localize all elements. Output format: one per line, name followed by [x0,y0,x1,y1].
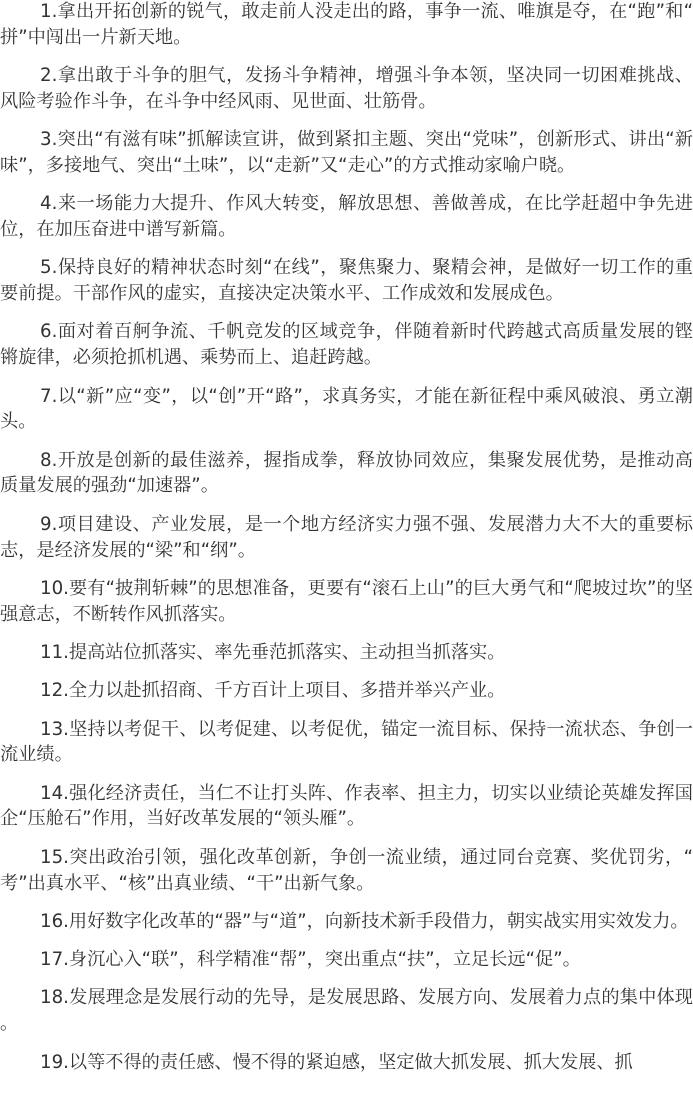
paragraph-2: 2.拿出敢于斗争的胆气，发扬斗争精神，增强斗争本领，坚决同一切困难挑战、风险考验作斗争，在斗争中经风雨、见世面、壮筋骨。 [0,65,693,112]
paragraph-3: 3.突出“有滋有味”抓解读宣讲，做到紧扣主题、突出“党味”，创新形式、讲出“新味”，多接地气、突出“土味”，以“走新”又“走心”的方式推动家喻户晓。 [0,129,693,176]
paragraph-19: 19.以等不得的责任感、慢不得的紧迫感，坚定做大抓发展、抓大发展、抓 [40,1051,633,1073]
paragraph-13: 13.坚持以考促干、以考促建、以考促优，锚定一流目标、保持一流状态、争创一流业绩。 [0,718,693,766]
paragraph-8: 8.开放是创新的最佳滋养，握指成拳，释放协同效应，集聚发展优势，是推动高质量发展的强劲“加速器”。 [0,449,693,497]
paragraph-16: 16.用好数字化改革的“器”与“道”，向新技术新手段借力，朝实战实用实效发力。 [40,910,689,932]
paragraph-5: 5.保持良好的精神状态时刻“在线”，聚焦聚力、聚精会神，是做好一切工作的重要前提。干部作风的虚实，直接决定决策水平、工作成效和发展成色。 [0,257,693,305]
paragraph-18: 18.发展理念是发展行动的先导，是发展思路、发展方向、发展着力点的集中体现。 [0,987,693,1035]
paragraph-9: 9.项目建设、产业发展，是一个地方经济实力强不强、发展潜力大不大的重要标志，是经济发展的“梁”和“纲”。 [0,513,693,561]
paragraph-7: 7.以“新”应“变”，以“创”开“路”，求真务实，才能在新征程中乘风破浪、勇立潮头。 [0,385,693,433]
paragraph-6: 6.面对着百舸争流、千帆竞发的区域竞争，伴随着新时代跨越式高质量发展的铿锵旋律，必须抢抓机遇、乘势而上、追赶跨越。 [0,321,693,369]
paragraph-10: 10.要有“披荆斩棘”的思想准备，更要有“滚石上山”的巨大勇气和“爬坡过坎”的坚强意志，不断转作风抓落实。 [0,577,693,625]
paragraph-12: 12.全力以赴抓招商、千方百计上项目、多措并举兴产业。 [40,680,506,702]
paragraph-11: 11.提高站位抓落实、率先垂范抓落实、主动担当抓落实。 [40,641,506,663]
paragraph-15: 15.突出政治引领，强化改革创新，争创一流业绩，通过同台竞赛、奖优罚劣，“考”出真水平、“核”出真业绩、“干”出新气象。 [0,846,693,894]
paragraph-1: 1.拿出开拓创新的锐气，敢走前人没走出的路，事争一流、唯旗是夺，在“跑”和“拼”中闯出一片新天地。 [0,1,693,48]
paragraph-4: 4.来一场能力大提升、作风大转变，解放思想、善做善成，在比学赶超中争先进位，在加压奋进中谱写新篇。 [0,193,693,241]
paragraph-14: 14.强化经济责任，当仁不让打头阵、作表率、担主力，切实以业绩论英雄发挥国企“压舱石”作用，当好改革发展的“领头雁”。 [0,782,693,830]
paragraph-17: 17.身沉心入“联”，科学精准“帮”，突出重点“扶”，立足长远“促”。 [40,949,581,971]
